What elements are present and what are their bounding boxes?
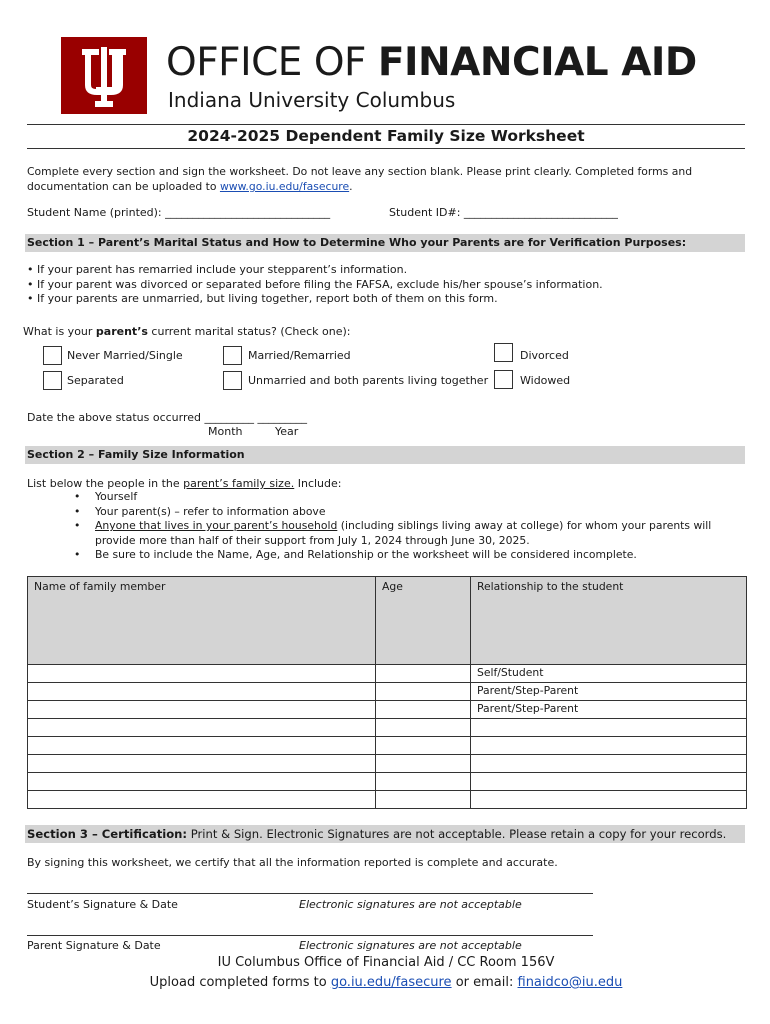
separated-label: Separated — [67, 374, 124, 387]
year-label: Year — [275, 425, 299, 438]
table-row — [28, 665, 747, 683]
name-cell[interactable] — [28, 701, 376, 719]
married-label: Married/Remarried — [248, 349, 351, 362]
question-bold: parent’s — [95, 325, 148, 338]
table-row — [28, 701, 747, 719]
separated-checkbox[interactable] — [43, 371, 62, 390]
section3-title-bold: Section 3 – Certification: — [27, 827, 188, 841]
name-cell[interactable] — [28, 719, 376, 737]
family-members-table — [27, 576, 747, 809]
campus-name: Indiana University Columbus — [168, 88, 456, 112]
relationship-cell[interactable] — [471, 719, 747, 737]
list-intro-text: List below the people in the — [27, 477, 184, 490]
list-item: • Yourself — [74, 490, 739, 505]
divorced-checkbox[interactable] — [494, 343, 513, 362]
relationship-cell[interactable]: Parent/Step-Parent — [471, 701, 747, 719]
household-underlined: Anyone that lives in your parent’s household — [95, 519, 338, 533]
table-row — [28, 791, 747, 809]
question-text: What is your — [23, 325, 96, 338]
document-title: 2024-2025 Dependent Family Size Worksheet — [187, 127, 585, 145]
student-signature-label: Student’s Signature & Date — [27, 898, 178, 911]
footer-email-text: or email: — [451, 975, 518, 990]
student-name-field[interactable]: Student Name (printed): ______________________________ — [27, 206, 331, 219]
relationship-cell[interactable] — [471, 791, 747, 809]
header-age: Age — [376, 577, 471, 665]
age-cell[interactable] — [376, 701, 471, 719]
relationship-cell[interactable]: Self/Student — [471, 665, 747, 683]
section3-title-rest: Print & Sign. Electronic Signatures are not acceptable. Please retain a copy for your records. — [187, 827, 727, 841]
parent-signature-label: Parent Signature & Date — [27, 939, 161, 952]
intro-period: . — [349, 180, 353, 193]
list-item: • Your parent(s) – refer to information above — [74, 505, 739, 520]
intro-paragraph — [27, 164, 752, 194]
table-row — [28, 737, 747, 755]
household-rest: (including siblings living away at college) for whom your parents will provide more than half of their support from July 1, 2024 through June 30, 2025. — [95, 519, 712, 547]
table-row — [28, 755, 747, 773]
name-cell[interactable] — [28, 773, 376, 791]
student-id-field[interactable]: Student ID#: ____________________________ — [389, 206, 618, 219]
unmarried-together-label: Unmarried and both parents living together — [248, 374, 489, 387]
title-light: OFFICE OF — [166, 40, 366, 85]
section2-header: Section 2 – Family Size Information — [25, 446, 745, 464]
family-size-underlined: parent’s family size. — [183, 477, 295, 490]
name-cell[interactable] — [28, 683, 376, 701]
header-rule-top — [27, 124, 745, 125]
question-text-end: current marital status? (Check one): — [147, 325, 351, 338]
age-cell[interactable] — [376, 719, 471, 737]
section3-header — [25, 825, 745, 843]
section1-instructions — [27, 263, 747, 307]
never-married-checkbox[interactable] — [43, 346, 62, 365]
footer-office: IU Columbus Office of Financial Aid / CC Room 156V — [217, 955, 555, 970]
section1-header: Section 1 – Parent’s Marital Status and How to Determine Who your Parents are for Verification Purposes: — [25, 234, 745, 252]
iu-logo — [61, 37, 147, 114]
header-relationship: Relationship to the student — [471, 577, 747, 665]
family-include-list — [74, 490, 739, 563]
age-cell[interactable] — [376, 665, 471, 683]
parent-signature-line[interactable] — [27, 935, 593, 936]
list-item — [74, 519, 739, 548]
name-cell[interactable] — [28, 737, 376, 755]
list-intro-end: Include: — [294, 477, 342, 490]
age-cell[interactable] — [376, 791, 471, 809]
instruction-item: • If your parents are unmarried, but living together, report both of them on this form. — [27, 292, 498, 305]
header-rule-bottom — [27, 148, 745, 149]
name-cell[interactable] — [28, 791, 376, 809]
esig-note-student: Electronic signatures are not acceptable — [299, 898, 522, 911]
table-row — [28, 719, 747, 737]
widowed-checkbox[interactable] — [494, 370, 513, 389]
footer-upload — [27, 973, 745, 993]
list-item: • Be sure to include the Name, Age, and Relationship or the worksheet will be considered incomplete. — [74, 548, 739, 563]
relationship-cell[interactable] — [471, 755, 747, 773]
never-married-label: Never Married/Single — [67, 349, 183, 362]
instruction-item: • If your parent was divorced or separated before filing the FAFSA, exclude his/her spouse’s information. — [27, 277, 603, 291]
student-signature-line[interactable] — [27, 893, 593, 894]
table-row — [28, 683, 747, 701]
certify-statement: By signing this worksheet, we certify that all the information reported is complete and accurate. — [27, 856, 558, 869]
title-bold: FINANCIAL AID — [377, 40, 697, 85]
widowed-label: Widowed — [520, 374, 571, 387]
table-header-row — [28, 577, 747, 665]
relationship-cell[interactable] — [471, 773, 747, 791]
iu-trident-icon — [61, 37, 147, 114]
table-row — [28, 773, 747, 791]
age-cell[interactable] — [376, 755, 471, 773]
relationship-cell[interactable]: Parent/Step-Parent — [471, 683, 747, 701]
fasecure-link[interactable]: www.go.iu.edu/fasecure — [219, 180, 350, 193]
intro-text: Complete every section and sign the worksheet. Do not leave any section blank. Please print clearly. Completed forms and documentation can be uploaded to — [27, 165, 693, 193]
divorced-label: Divorced — [520, 349, 569, 362]
status-date-field[interactable]: Date the above status occurred _________ _________ — [27, 411, 308, 424]
esig-note-parent: Electronic signatures are not acceptable — [299, 939, 522, 952]
age-cell[interactable] — [376, 683, 471, 701]
family-list-intro — [27, 477, 341, 491]
age-cell[interactable] — [376, 773, 471, 791]
office-title — [166, 38, 697, 88]
unmarried-together-checkbox[interactable] — [223, 371, 242, 390]
footer-fasecure-link[interactable]: go.iu.edu/fasecure — [330, 975, 452, 990]
name-cell[interactable] — [28, 755, 376, 773]
married-checkbox[interactable] — [223, 346, 242, 365]
footer-upload-text: Upload completed forms to — [149, 975, 331, 990]
footer-email-link[interactable]: finaidco@iu.edu — [517, 975, 623, 990]
instruction-item: • If your parent has remarried include your stepparent’s information. — [27, 263, 408, 276]
age-cell[interactable] — [376, 737, 471, 755]
name-cell[interactable] — [28, 665, 376, 683]
month-label: Month — [208, 425, 243, 438]
header-name: Name of family member — [28, 577, 376, 665]
marital-status-question — [23, 325, 350, 339]
relationship-cell[interactable] — [471, 737, 747, 755]
